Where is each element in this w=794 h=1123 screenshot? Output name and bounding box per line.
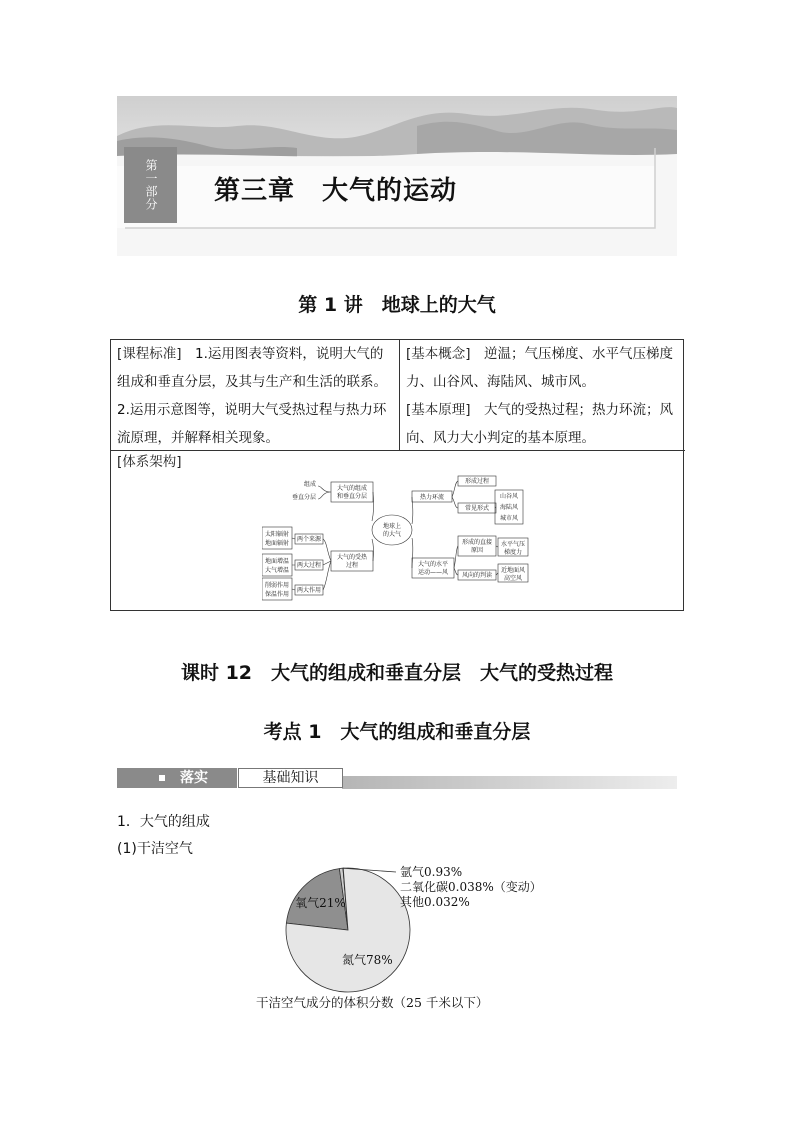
mindmap-center-label: 的大气 — [382, 531, 402, 538]
lecture-title: 第 1 讲 地球上的大气 — [298, 294, 496, 316]
section-bar-dark — [117, 768, 237, 788]
basic-concept-text: 力、山谷风、海陆风、城市风。 — [406, 374, 595, 390]
pie-chart-caption: 干洁空气成分的体积分数（25 千米以下） — [256, 995, 489, 1010]
mindmap-two-effects: 两大作用 — [296, 587, 322, 594]
mindmap-form-leaf: 海陆风 — [499, 504, 519, 511]
concept-mindmap — [262, 472, 532, 602]
mindmap-hpgf-label: 梯度力 — [503, 549, 523, 556]
mindmap-source-leaf: 地面辐射 — [264, 540, 290, 547]
square-bullet-icon — [159, 775, 165, 781]
course-standard-text: 2.运用示意图等，说明大气受热过程与热力环 — [117, 402, 387, 418]
course-standard-text: 流原理，并解释相关现象。 — [117, 430, 279, 446]
mindmap-formation-label: 形成过程 — [464, 478, 490, 485]
mindmap-composition-label: 大气的组成 — [336, 485, 368, 492]
lesson-title: 课时 12 大气的组成和垂直分层 大气的受热过程 — [180, 662, 614, 684]
mindmap-composition-label: 和垂直分层 — [336, 493, 368, 500]
section-bar-light-label: 基础知识 — [238, 768, 343, 788]
mindmap-direct-cause-label: 形成的直接 — [461, 539, 493, 546]
mindmap-comp-leaf: 组成 — [303, 481, 316, 488]
mindmap-wind-dir-label: 风向的判读 — [461, 572, 493, 579]
mindmap-direct-cause-label: 原因 — [470, 547, 484, 554]
mindmap-hpgf-label: 水平气压 — [500, 541, 526, 548]
mindmap-form-leaf: 山谷风 — [499, 493, 519, 500]
part-label-badge — [124, 147, 177, 223]
mindmap-heating-label: 大气的受热 — [336, 554, 368, 561]
mindmap-center-node — [372, 515, 412, 545]
mindmap-thermal-label: 热力环流 — [419, 494, 445, 501]
mindmap-two-sources: 两个来源 — [296, 536, 322, 543]
mindmap-effect-leaf: 削弱作用 — [264, 582, 290, 589]
mindmap-comp-leaf: 垂直分层 — [291, 494, 316, 501]
mindmap-two-processes: 两大过程 — [296, 562, 322, 569]
mindmap-process-leaf: 地面增温 — [264, 558, 290, 565]
basic-principle-text: 向、风力大小判定的基本原理。 — [406, 430, 595, 446]
course-standard-cell — [111, 340, 400, 451]
basic-concept-tag: [基本概念] — [406, 346, 471, 362]
pie-slice-label: 氩气0.93% — [400, 865, 463, 879]
basic-principle-text: 大气的受热过程；热力环流；风 — [484, 402, 674, 418]
mindmap-center-label: 地球上 — [382, 523, 402, 530]
pie-slice-label: 氧气21% — [295, 896, 346, 911]
course-standard-tag: [课程标准] — [117, 346, 182, 362]
mindmap-source-leaf: 太阳辐射 — [264, 531, 290, 538]
mindmap-process-leaf: 大气增温 — [264, 567, 290, 574]
pie-slice-label: 氮气78% — [342, 953, 393, 968]
basic-concept-cell — [400, 340, 685, 451]
sub-item-heading: (1)干洁空气 — [117, 841, 193, 857]
basic-concept-text: 逆温；气压梯度、水平气压梯度 — [484, 346, 674, 362]
section-bar-rule — [342, 776, 677, 789]
dry-air-pie-chart — [240, 858, 560, 993]
section-bar-dark-label: 落实 — [180, 770, 208, 786]
framework-tag: [体系架构] — [117, 454, 182, 470]
item-heading: 1．大气的组成 — [117, 814, 210, 830]
mindmap-form-leaf: 城市风 — [499, 515, 519, 522]
mindmap-wind-label: 运动——风 — [417, 569, 449, 576]
mindmap-common-forms-label: 常见形式 — [464, 505, 490, 512]
basic-principle-tag: [基本原理] — [406, 402, 471, 418]
pie-slice-label: 其他0.032% — [400, 895, 470, 909]
course-standard-text: 1.运用图表等资料，说明大气的 — [195, 346, 384, 362]
pie-slice-label: 二氧化碳0.038%（变动） — [400, 880, 542, 894]
mindmap-effect-leaf: 保温作用 — [264, 591, 290, 598]
mindmap-heating-label: 过程 — [345, 562, 359, 569]
part-label: 第一部分 — [144, 159, 158, 211]
mindmap-wind-label: 大气的水平 — [417, 561, 449, 568]
chapter-title: 第三章 大气的运动 — [214, 176, 458, 206]
exam-point-title: 考点 1 大气的组成和垂直分层 — [263, 721, 531, 743]
mindmap-wind-type-leaf: 近地面风 — [500, 567, 526, 574]
mindmap-wind-type-leaf: 高空风 — [503, 575, 523, 582]
course-standard-text: 组成和垂直分层，及其与生产和生活的联系。 — [117, 374, 387, 390]
